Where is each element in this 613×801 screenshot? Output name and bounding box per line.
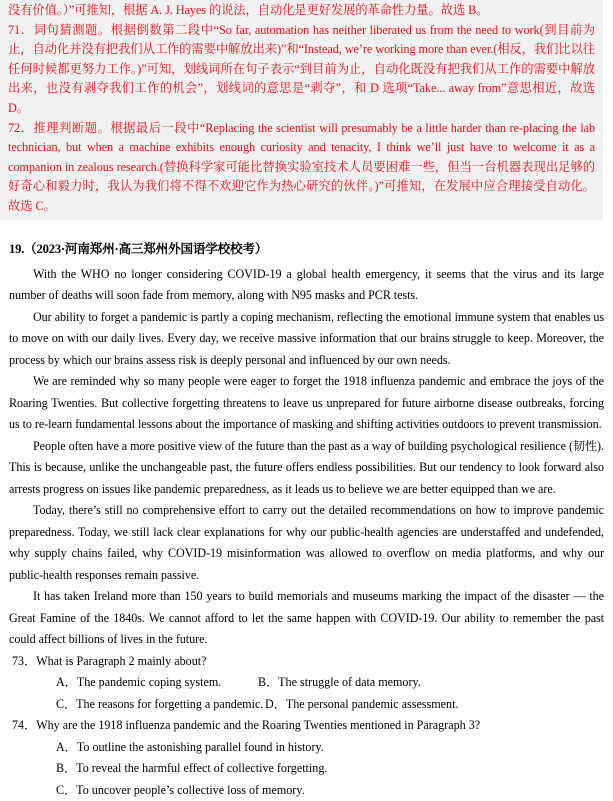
passage-section (0, 241, 613, 801)
option-74-c[interactable] (9, 780, 604, 801)
passage-paragraph-4: People often have a more positive view of the future than the past as a way of building psychological resilience (韧性). This is because, unlike the unchangeable past, the future offers endless possibilities. But our tendency to look forward also arrests progress on issues like pandemic preparedness, as it leads us to believe we are better equipped than we are. (9, 438, 604, 496)
passage-paragraph-5: Today, there’s still no comprehensive effort to carry out the detailed recommendations on how to improve pandemic preparedness. Today, we still lack clear explanations for why our public-health agencies are understaffed and undefended, why supply chains failed, why COVID-19 misinformation was allowed to overflow on media platforms, and why our public-health responses remain passive. (9, 503, 604, 582)
question-74-text: Why are the 1918 influenza pandemic and the Roaring Twenties mentioned in Paragraph 3? (36, 718, 481, 733)
option-74-b-text: To reveal the harmful effect of collective forgetting. (76, 761, 328, 776)
option-74-b-label: B． (56, 761, 77, 776)
option-73-a[interactable] (56, 672, 258, 694)
option-73-d-label: D． (265, 696, 286, 711)
option-74-c-label: C． (56, 782, 77, 797)
question-74-number: 74． (12, 718, 37, 733)
question-73-number: 73． (12, 653, 37, 668)
answer-explanation-line-continued: 没有价值。）”可推知，根据 A. J. Hayes 的说法，自动化是更好发展的革命性力量。故选 B。 (8, 3, 489, 17)
question-73-options-row-1 (9, 672, 604, 694)
passage-paragraph-2: Our ability to forget a pandemic is partly a coping mechanism, reflecting the emotional immune system that enables us to move on with our daily lives. Every day, we receive massive information that our brains struggle to keep. Moreover, the process by which our brains assess risk is deeply personal and influenced by our own needs. (9, 309, 604, 367)
passage-heading: 19.（2023·河南郑州·高三郑州外国语学校校考） (9, 241, 268, 256)
passage-paragraph-3: We are reminded why so many people were eager to forget the 1918 influenza pandemic and embrace the joys of the Roaring Twenties. But collective forgetting threatens to leave us unprepared for future airborne disease outbreaks, forcing us to re-learn fundamental lessons about the importance of masking and shifting activities outdoors to prevent transmission. (9, 374, 604, 432)
answer-explanation-block (0, 0, 603, 220)
option-73-c[interactable] (56, 694, 265, 716)
question-74-stem (9, 715, 604, 737)
option-74-a-text: To outline the astonishing parallel found in history. (76, 739, 324, 754)
option-73-c-label: C． (56, 696, 77, 711)
option-73-c-text: The reasons for forgetting a pandemic. (76, 696, 264, 711)
option-73-b[interactable] (258, 672, 421, 694)
option-73-b-label: B． (258, 675, 279, 690)
passage-paragraph-1: With the WHO no longer considering COVID-19 a global health emergency, it seems that the virus and its large number of deaths will soon fade from memory, along with N95 masks and PCR tests. (9, 266, 604, 303)
option-73-a-text: The pandemic coping system. (76, 675, 222, 690)
option-73-a-label: A． (56, 675, 77, 690)
answer-explanation-line-72: 72．推理判断题。根据最后一段中“Replacing the scientist will presumably be a little harder than re-placing the lab technician, but when a machine exhibits enough curiosity and tenacity, I think we’ll just have to welcome it as a companion in zealous research.(替换科学家可能比替换实验室技术人员要困难一些，但当一台机器表现出足够的好奇心和毅力时，我认为我们将不得不欢迎它作为热心研究的伙伴。)”可推知，在发展中应合理接受自动化。故选 C。 (8, 120, 595, 213)
question-73-text: What is Paragraph 2 mainly about? (36, 653, 207, 668)
option-73-d[interactable] (265, 694, 458, 716)
passage-paragraph-6: It has taken Ireland more than 150 years to build memorials and museums marking the impact of the disaster — the Great Famine of the 1840s. We cannot afford to let the same happen with COVID-19. Our ability to remember the past could affect billions of lives in the future. (9, 589, 604, 647)
option-74-a-label: A． (56, 739, 77, 754)
option-73-b-text: The struggle of data memory. (278, 675, 421, 690)
answer-explanation-line-71: 71．词句猜测题。根据倒数第二段中“So far, automation has neither liberated us from the need to work(到目前为止，自动化并没有把我们从工作的需要中解放出来)”和“Instead, we’re working more than ever.(相反，我们比以往任何时候都更努力工作。)”可知，划线词所在句子表示“到目前为止，自动化既没有把我们从工作的需要中解放出来，也没有剥夺我们工作的机会”，划线词的意思是“剥夺”，和 D 选项“Take... away from”意思相近，故选 D。 (8, 22, 595, 115)
option-74-a[interactable] (9, 737, 604, 759)
option-74-b[interactable] (9, 758, 604, 780)
question-73-stem (9, 651, 604, 673)
option-73-d-text: The personal pandemic assessment. (285, 696, 459, 711)
option-74-c-text: To uncover people’s collective loss of memory. (76, 782, 305, 797)
question-73-options-row-2 (9, 694, 604, 716)
